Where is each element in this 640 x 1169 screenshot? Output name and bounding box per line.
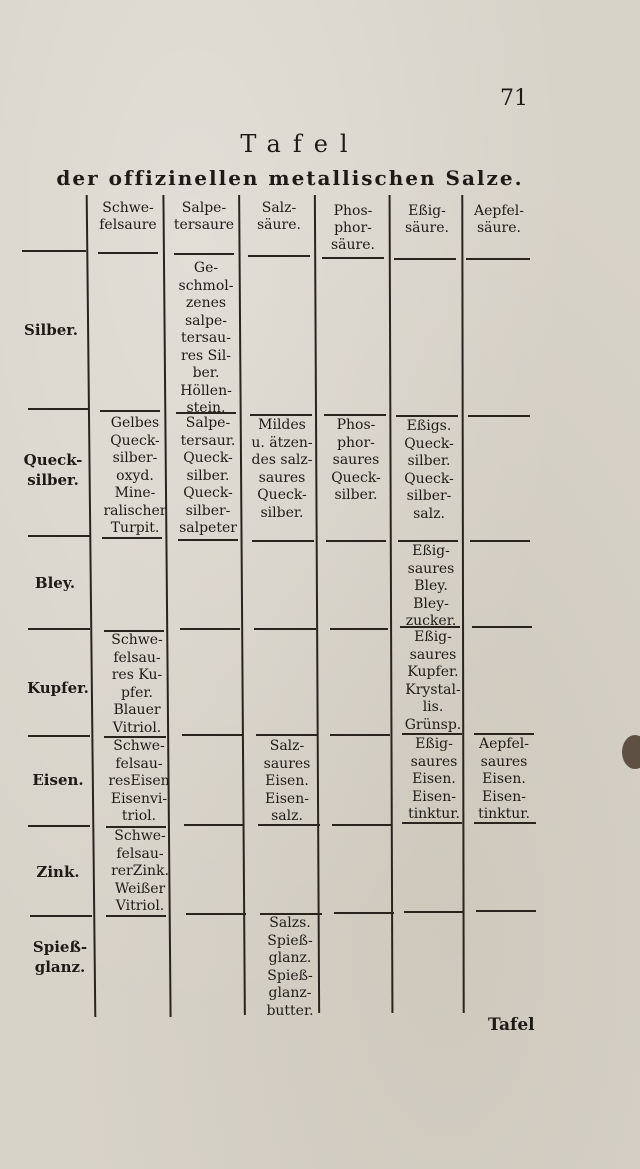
cell-quecksilber-schwefelsaure: Gelbes Queck- silber- oxyd. Mine- ralischer Turpit. — [103, 415, 167, 536]
column-header-schwefelsaure: Schwe- felsaure — [99, 200, 157, 233]
column-header-aepfelsaeure: Aepfel- säure. — [473, 203, 525, 236]
column-rule — [86, 195, 97, 1017]
cell-quecksilber-salpetersaure: Salpe- tersaur. Queck- silber. Queck- silber- salpeter — [179, 415, 237, 536]
cell-eisen-salzsaeure: Salz- saures Eisen. Eisen- salz. — [263, 738, 311, 824]
cell-kupfer-essigsaeure: Eßig- saures Kupfer. Krystal- lis. Grünsp. — [404, 629, 462, 733]
row-label-kupfer: Kupfer. — [27, 679, 89, 697]
ink-stain — [622, 735, 640, 769]
column-header-salpetersaure: Salpe- tersaure — [173, 200, 235, 233]
row-label-bley: Bley. — [34, 574, 76, 592]
column-header-salzsaeure: Salz- säure. — [257, 200, 301, 233]
cell-eisen-aepfelsaeure: Aepfel- saures Eisen. Eisen- tinktur. — [478, 736, 530, 822]
row-label-spiessglanz: Spieß- glanz. — [32, 938, 88, 976]
cell-spiessglanz-salzsaeure: Salzs. Spieß- glanz. Spieß- glanz- butter. — [266, 915, 314, 1019]
cell-eisen-schwefelsaure: Schwe- felsau- resEisen Eisenvi- triol. — [108, 738, 170, 824]
table-subtitle: der offizinellen metallischen Salze. — [56, 166, 524, 190]
table-title: Tafel — [240, 130, 360, 158]
column-rule — [314, 195, 320, 1013]
cell-eisen-essigsaeure: Eßig- saures Eisen. Eisen- tinktur. — [408, 736, 460, 822]
cell-quecksilber-phosphorsaeure: Phos- phor- saures Queck- silber. — [331, 417, 381, 503]
cell-quecksilber-salzsaeure: Mildes u. ätzen- des salz- saures Queck- silber. — [251, 417, 313, 521]
cell-kupfer-schwefelsaure: Schwe- felsau- res Ku- pfer. Blauer Vitriol. — [111, 632, 163, 736]
page-number: 71 — [500, 86, 528, 111]
row-label-eisen: Eisen. — [32, 771, 84, 789]
cell-bley-essigsaeure: Eßig- saures Bley. Bley- zucker. — [405, 543, 457, 629]
catchword: Tafel — [488, 1015, 535, 1035]
cell-silber-salpetersaure: Ge- schmol- zenes salpe- tersau- res Sil- ber. Höllen- stein. — [178, 260, 234, 416]
cell-quecksilber-essigsaeure: Eßigs. Queck- silber. Queck- silber- salz. — [404, 418, 454, 522]
column-header-phosphorsaeure: Phos- phor- säure. — [331, 203, 375, 253]
column-header-essigsaeure: Eßig- säure. — [405, 203, 449, 236]
column-rule — [389, 195, 394, 1013]
cell-zink-schwefelsaure: Schwe- felsau- rerZink. Weißer Vitriol. — [111, 828, 169, 914]
row-label-zink: Zink. — [36, 863, 80, 881]
row-label-quecksilber: Queck- silber. — [23, 451, 83, 489]
row-label-silber: Silber. — [23, 321, 78, 339]
